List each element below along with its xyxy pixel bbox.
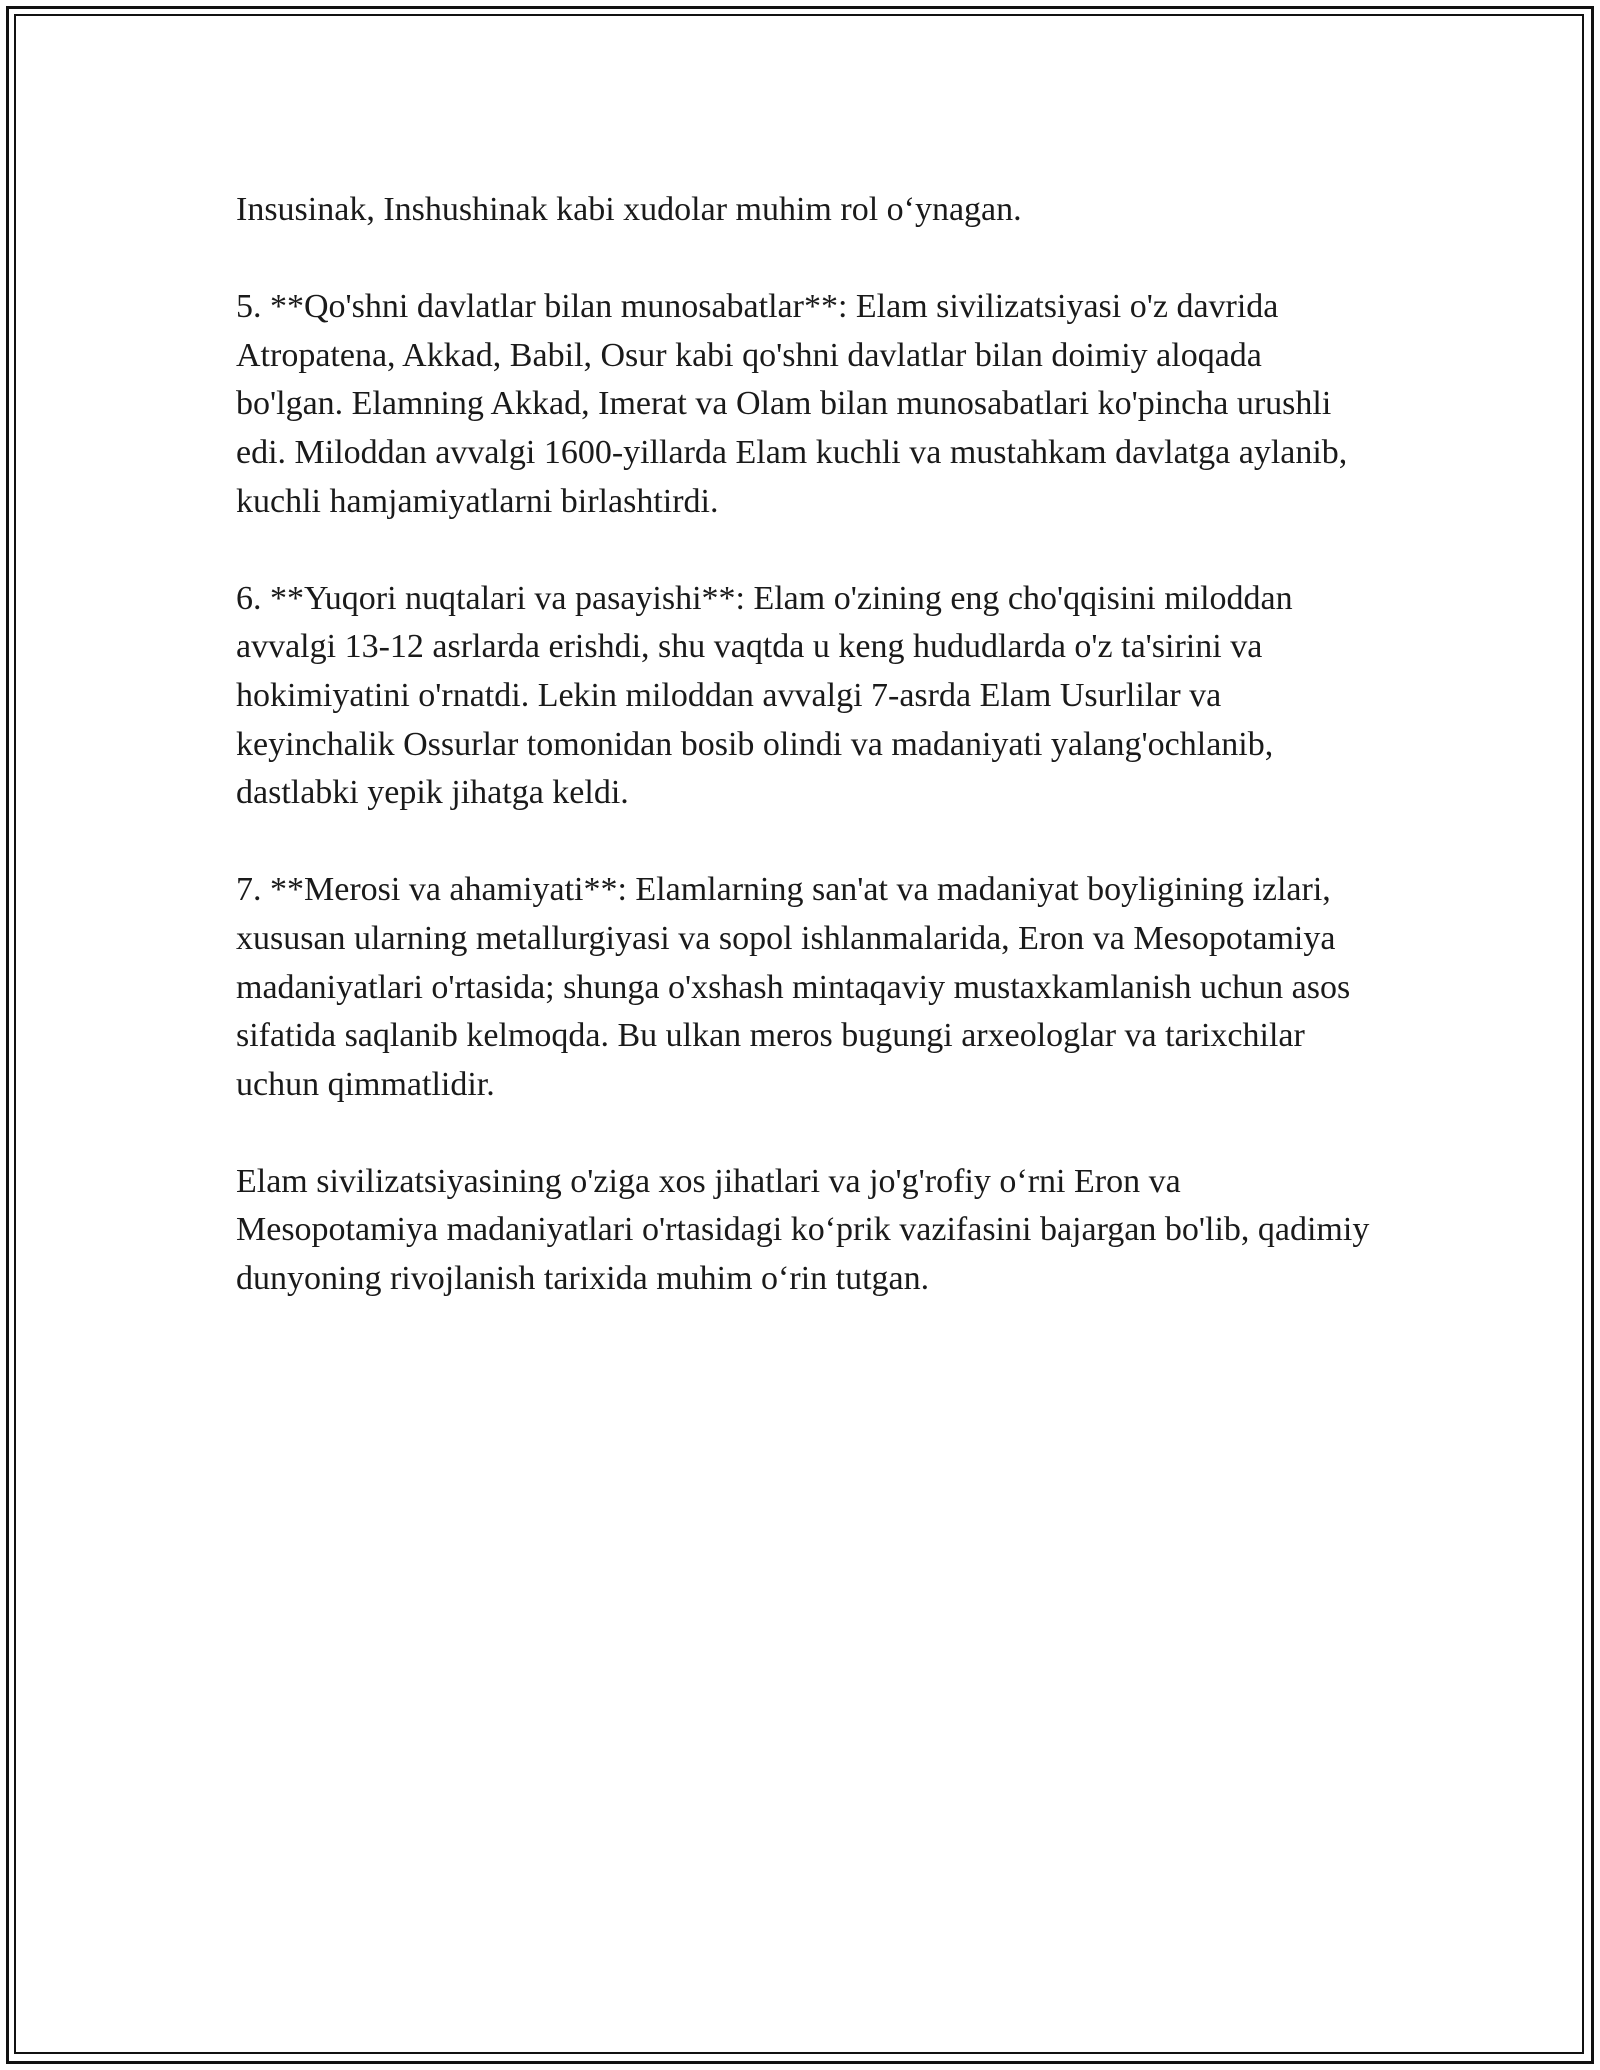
document-body (236, 186, 1376, 1352)
paragraph-conclusion: Elam sivilizatsiyasining o'ziga xos jihatlari va jo'g'rofiy o‘rni Eron va Mesopotamiya madaniyatlari o'rtasidagi ko‘prik vazifasini bajargan bo'lib, qadimiy dunyoning rivojlanish tarixida muhim o‘rin tutgan. (236, 1162, 1370, 1298)
paragraph-peak-and-decline: 6. **Yuqori nuqtalari va pasayishi**: Elam o'zining eng cho'qqisini miloddan avvalgi 13-12 asrlarda erishdi, shu vaqtda u keng hududlarda o'z ta'sirini va hokimiyatini o'rnatdi. Lekin miloddan avvalgi 7-asrda Elam Usurlilar va keyinchalik Ossurlar tomonidan bosib olindi va madaniyati yalang'ochlanib, dastlabki yepik jihatga keldi. (236, 579, 1293, 812)
paragraph-intro: Insusinak, Inshushinak kabi xudolar muhim rol o‘ynagan. (236, 191, 1022, 228)
paragraph-neighbor-relations: 5. **Qo'shni davlatlar bilan munosabatlar**: Elam sivilizatsiyasi o'z davrida Atropatena, Akkad, Babil, Osur kabi qo'shni davlatlar bilan doimiy aloqada bo'lgan. Elamning Akkad, Imerat va Olam bilan munosabatlari ko'pincha urushli edi. Miloddan avvalgi 1600-yillarda Elam kuchli va mustahkam davlatga aylanib, kuchli hamjamiyatlarni birlashtirdi. (236, 288, 1348, 520)
paragraph-legacy: 7. **Merosi va ahamiyati**: Elamlarning san'at va madaniyat boyligining izlari, xususan ularning metallurgiyasi va sopol ishlanmalarida, Eron va Mesopotamiya madaniyatlari o'rtasida; shunga o'xshash mintaqaviy mustaxkamlanish uchun asos sifatida saqlanib kelmoqda. Bu ulkan meros bugungi arxeologlar va tarixchilar uchun qimmatlidir. (236, 871, 1351, 1103)
